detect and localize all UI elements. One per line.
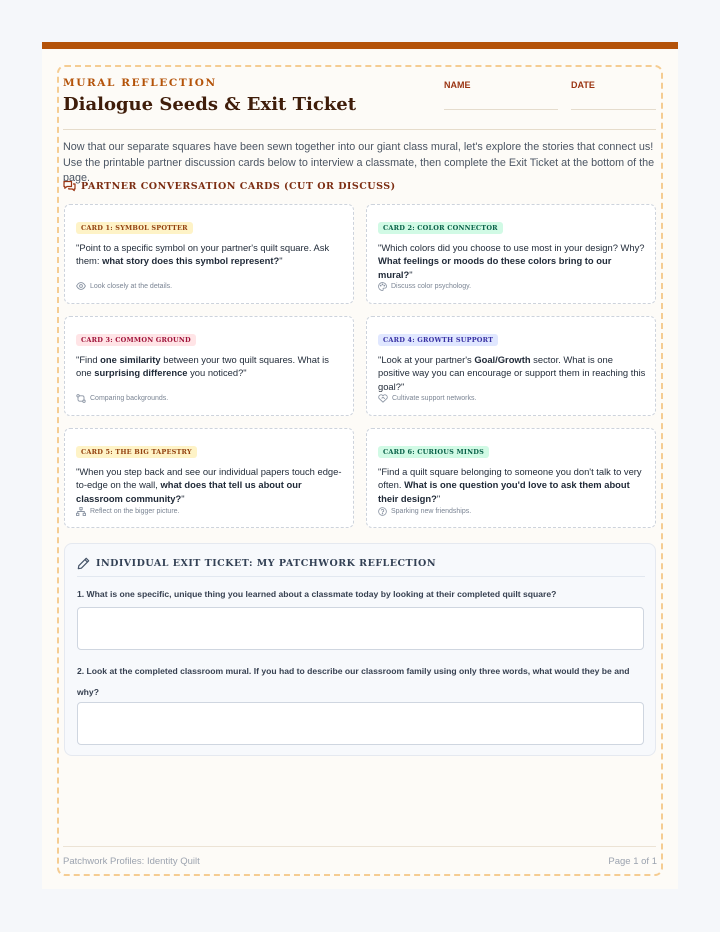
answer-2-box[interactable] [77,702,644,745]
help-circle-icon [378,507,387,516]
card-hint: Look closely at the details. [76,282,172,290]
card-prompt: "Look at your partner's Goal/Growth sector. What is one positive way you can encourage or support them in reaching this goal?" [378,354,646,392]
date-field[interactable] [571,109,656,110]
card-badge: CARD 5: THE BIG TAPESTRY [76,446,197,458]
card-badge: CARD 2: COLOR CONNECTOR [378,222,503,234]
network-icon [76,507,86,516]
page-title: Dialogue Seeds & Exit Ticket [63,94,357,115]
conversation-card[interactable] [64,204,354,304]
card-hint: Discuss color psychology. [378,282,471,291]
exit-ticket-panel [64,543,656,756]
conversation-card[interactable] [64,316,354,416]
heart-handshake-icon [378,394,388,403]
card-badge: CARD 3: COMMON GROUND [76,334,196,346]
intro-paragraph: Now that our separate squares have been sewn together into our giant class mural, let's explore the stories that connect us! Use the printable partner discussion cards below to interview a classmate, then complete the Exit Ticket at the bottom of the page. [63,141,655,184]
compare-arrows-icon [76,394,86,403]
conversation-card[interactable] [366,428,656,528]
card-prompt: "Find one similarity between your two quilt squares. What is one surprising difference you noticed?" [76,354,329,379]
name-field[interactable] [444,109,558,110]
card-hint: Cultivate support networks. [378,394,476,403]
pencil-icon [77,557,90,570]
card-badge: CARD 4: GROWTH SUPPORT [378,334,498,346]
exit-ticket-title: INDIVIDUAL EXIT TICKET: MY PATCHWORK REFLECTION [96,558,437,569]
card-badge: CARD 6: CURIOUS MINDS [378,446,489,458]
cards-section-heading [63,180,396,192]
page-number: Page 1 of 1 [608,856,657,867]
card-prompt: "When you step back and see our individual papers touch edge-to-edge on the wall, what does that tell us about our classroom community?" [76,466,342,504]
card-hint: Reflect on the bigger picture. [76,507,180,516]
footer-title: Patchwork Profiles: Identity Quilt [63,856,200,867]
date-label: DATE [571,80,595,90]
palette-icon [378,282,387,291]
cards-section-title: PARTNER CONVERSATION CARDS (CUT OR DISCUSS) [81,180,396,192]
card-prompt: "Which colors did you choose to use most in your design? Why? What feelings or moods do these colors bring to our mural?" [378,242,645,280]
card-badge: CARD 1: SYMBOL SPOTTER [76,222,193,234]
divider [63,129,656,130]
conversation-card[interactable] [366,204,656,304]
conversation-card[interactable] [64,428,354,528]
card-hint: Sparking new friendships. [378,507,471,516]
card-prompt: "Find a quilt square belonging to someone you don't talk to very often. What is one question you'd love to ask them about their design?" [378,466,642,504]
section-kicker: MURAL REFLECTION [63,77,217,89]
eye-icon [76,282,86,290]
name-label: NAME [444,80,471,90]
question-2: 2. Look at the completed classroom mural. If you had to describe our classroom family using only three words, what would they be and why? [77,666,630,697]
card-hint: Comparing backgrounds. [76,394,168,403]
answer-1-box[interactable] [77,607,644,650]
divider [77,576,645,577]
exit-ticket-heading [77,557,436,570]
conversation-card[interactable] [366,316,656,416]
chat-bubbles-icon [63,180,76,192]
card-prompt: "Point to a specific symbol on your partner's quilt square. Ask them: what story does this symbol represent?" [76,242,330,267]
divider [63,846,656,847]
question-1: 1. What is one specific, unique thing you learned about a classmate today by looking at their completed quilt square? [77,589,557,599]
